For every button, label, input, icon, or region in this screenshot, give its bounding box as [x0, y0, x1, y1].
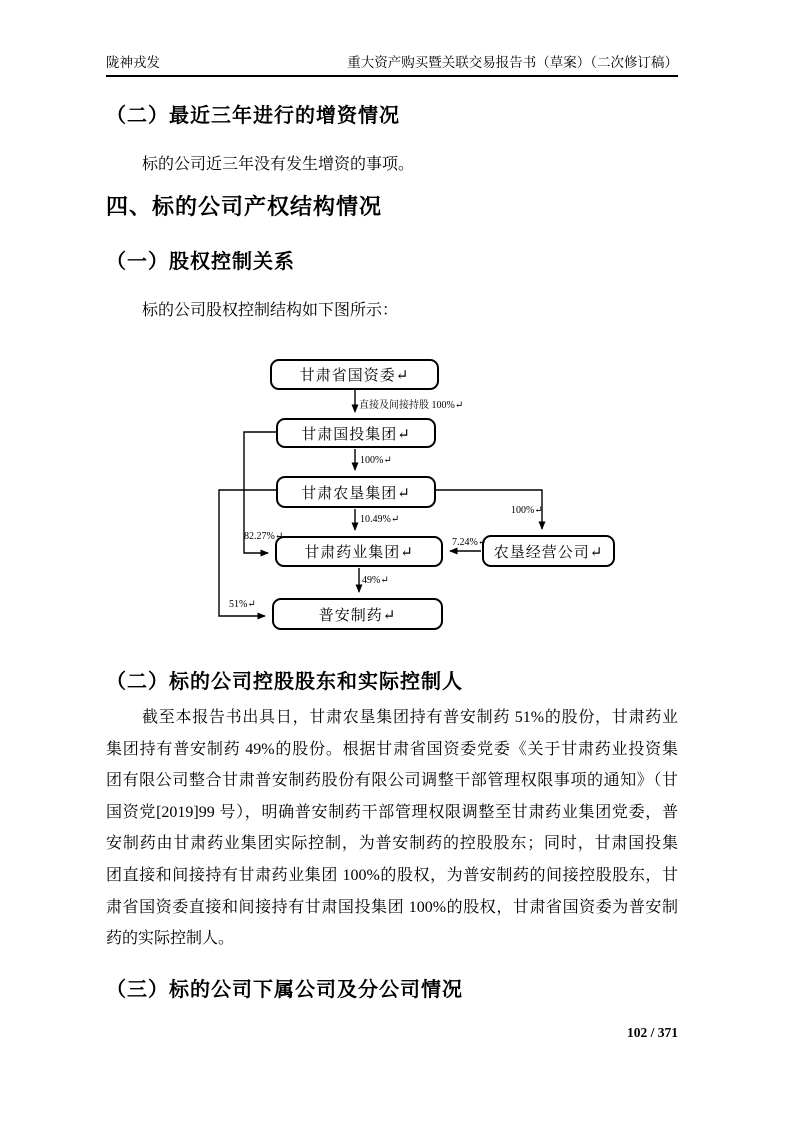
body-line: 团直接和间接持有甘肃药业集团 100%的股权，为普安制药的间接控股股东，甘 — [106, 866, 678, 884]
body-line: 集团持有普安制药 49%的股份。根据甘肃省国资委党委《关于甘肃药业投资集 — [106, 740, 678, 758]
heading-controlling-shareholder: （二）标的公司控股股东和实际控制人 — [106, 671, 463, 693]
edge-label-jingying-yaoye: 7.24%↵ — [452, 537, 487, 548]
paragraph-equity-intro: 标的公司股权控制结构如下图所示： — [142, 302, 399, 319]
org-node-gansu-guotou: 甘肃国投集团↵ — [276, 418, 436, 448]
org-node-gansu-yaoye: 甘肃药业集团↵ — [275, 536, 443, 567]
header-report-title: 重大资产购买暨关联交易报告书（草案）（二次修订稿） — [347, 55, 678, 70]
org-node-puan-zhiyao: 普安制药↵ — [272, 598, 443, 630]
edge-label-yaoye-puan: 49%↵ — [362, 575, 389, 586]
heading-equity-control: （一）股权控制关系 — [106, 251, 295, 273]
page-header — [106, 53, 678, 77]
edge-label-guotou-nongken: 100%↵ — [360, 455, 392, 466]
body-line: 国资党[2019]99 号），明确普安制药干部管理权限调整至甘肃药业集团党委，普 — [106, 803, 678, 821]
org-node-gansu-nongken: 甘肃农垦集团↵ — [276, 476, 436, 508]
body-line: 团有限公司整合甘肃普安制药股份有限公司调整干部管理权限事项的通知》（甘 — [106, 772, 678, 790]
paragraph-capital-increase: 标的公司近三年没有发生增资的事项。 — [142, 156, 415, 173]
page-number: 102 / 371 — [626, 1025, 678, 1040]
edge-label-nongken-puan: 51%↵ — [229, 599, 256, 610]
heading-subsidiaries: （三）标的公司下属公司及分公司情况 — [106, 979, 463, 1001]
body-line: 肃省国资委直接和间接持有甘肃国投集团 100%的股权，甘肃省国资委为普安制 — [106, 898, 678, 916]
org-node-nongken-jingying: 农垦经营公司↵ — [482, 535, 615, 567]
body-line: 药的实际控制人。 — [106, 930, 235, 948]
body-line: 安制药由甘肃药业集团实际控制，为普安制药的控股股东；同时，甘肃国投集 — [106, 835, 678, 853]
paragraph-controlling-shareholder — [106, 702, 678, 955]
edge-label-guotou-yaoye: 82.27%↵ — [244, 531, 284, 542]
edge-label-nongken-yaoye: 10.49%↵ — [360, 514, 400, 525]
heading-ownership-structure: 四、标的公司产权结构情况 — [106, 194, 383, 219]
header-company-name: 陇神戎发 — [106, 55, 160, 70]
heading-capital-increase: （二）最近三年进行的增资情况 — [106, 105, 400, 127]
org-node-gansu-sasac: 甘肃省国资委↵ — [270, 359, 439, 390]
edge-label-nongken-jingying: 100%↵ — [511, 505, 543, 516]
edge-label-sasac-guotou: 直接及间接持股 100%↵ — [359, 400, 464, 411]
body-line: 截至本报告书出具日，甘肃农垦集团持有普安制药 51%的股份，甘肃药业 — [142, 709, 678, 726]
